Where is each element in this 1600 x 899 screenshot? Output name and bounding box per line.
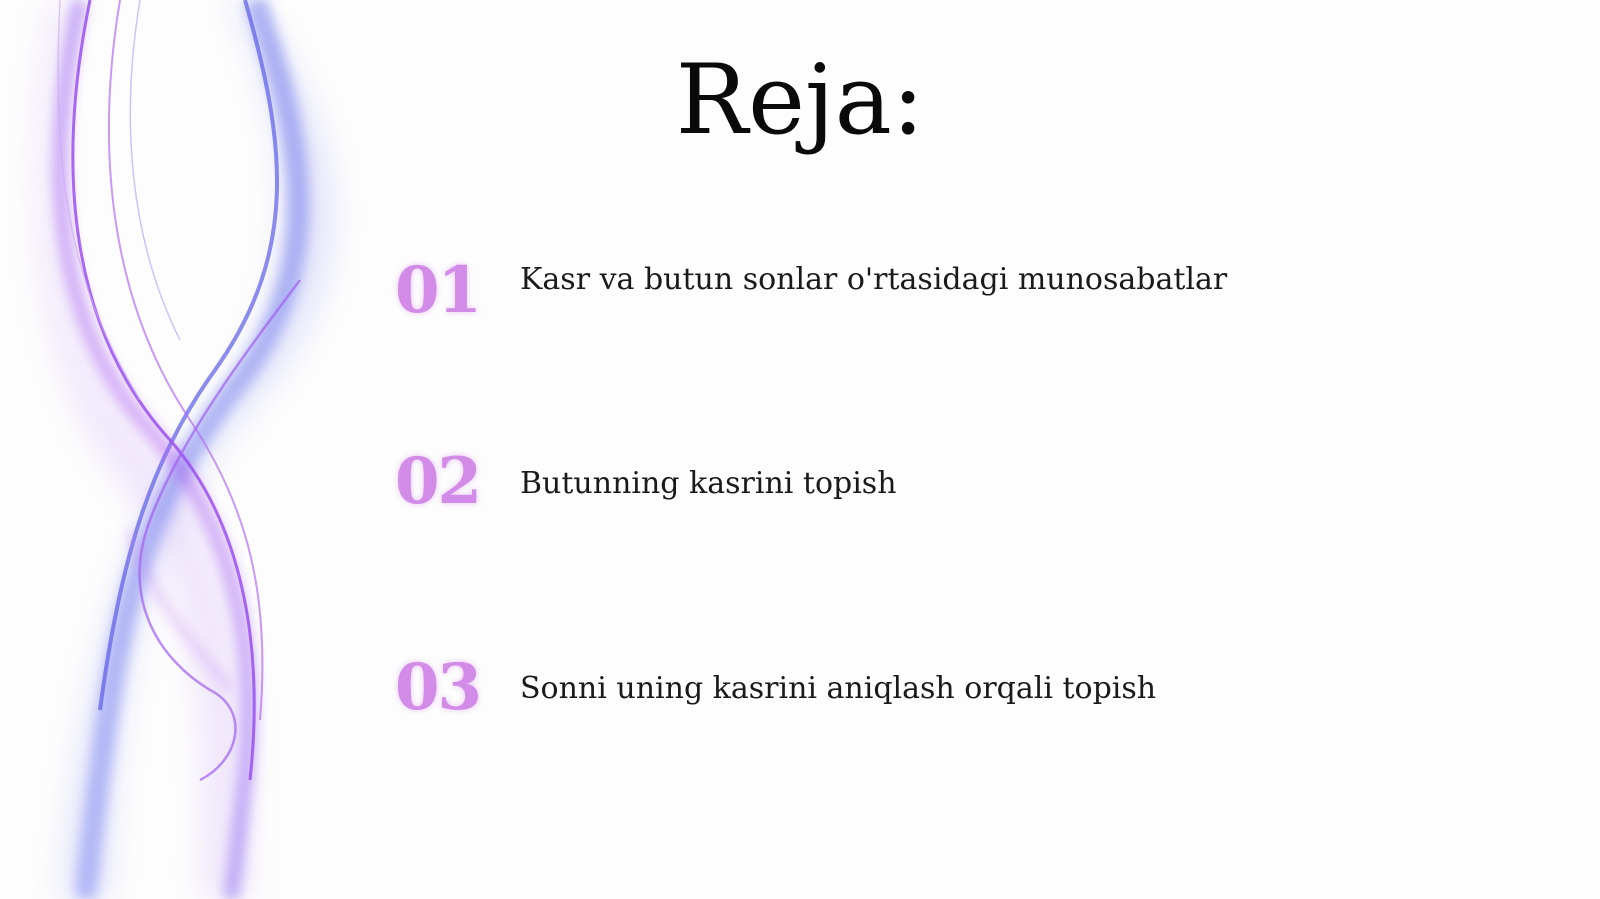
agenda-item-number: 02 xyxy=(395,444,481,519)
purple-smoke-swirl-decoration xyxy=(0,0,400,899)
agenda-item-text: Sonni uning kasrini aniqlash orqali topish xyxy=(520,671,1157,706)
agenda-item-number: 01 xyxy=(395,253,481,328)
agenda-item xyxy=(395,246,1545,336)
agenda-item xyxy=(395,437,1545,527)
slide-title: Reja: xyxy=(675,44,925,156)
agenda-item-number: 03 xyxy=(395,650,481,725)
agenda-item xyxy=(395,643,1545,733)
agenda-item-text: Butunning kasrini topish xyxy=(520,466,897,501)
agenda-item-text: Kasr va butun sonlar o'rtasidagi munosabatlar xyxy=(520,262,1228,297)
